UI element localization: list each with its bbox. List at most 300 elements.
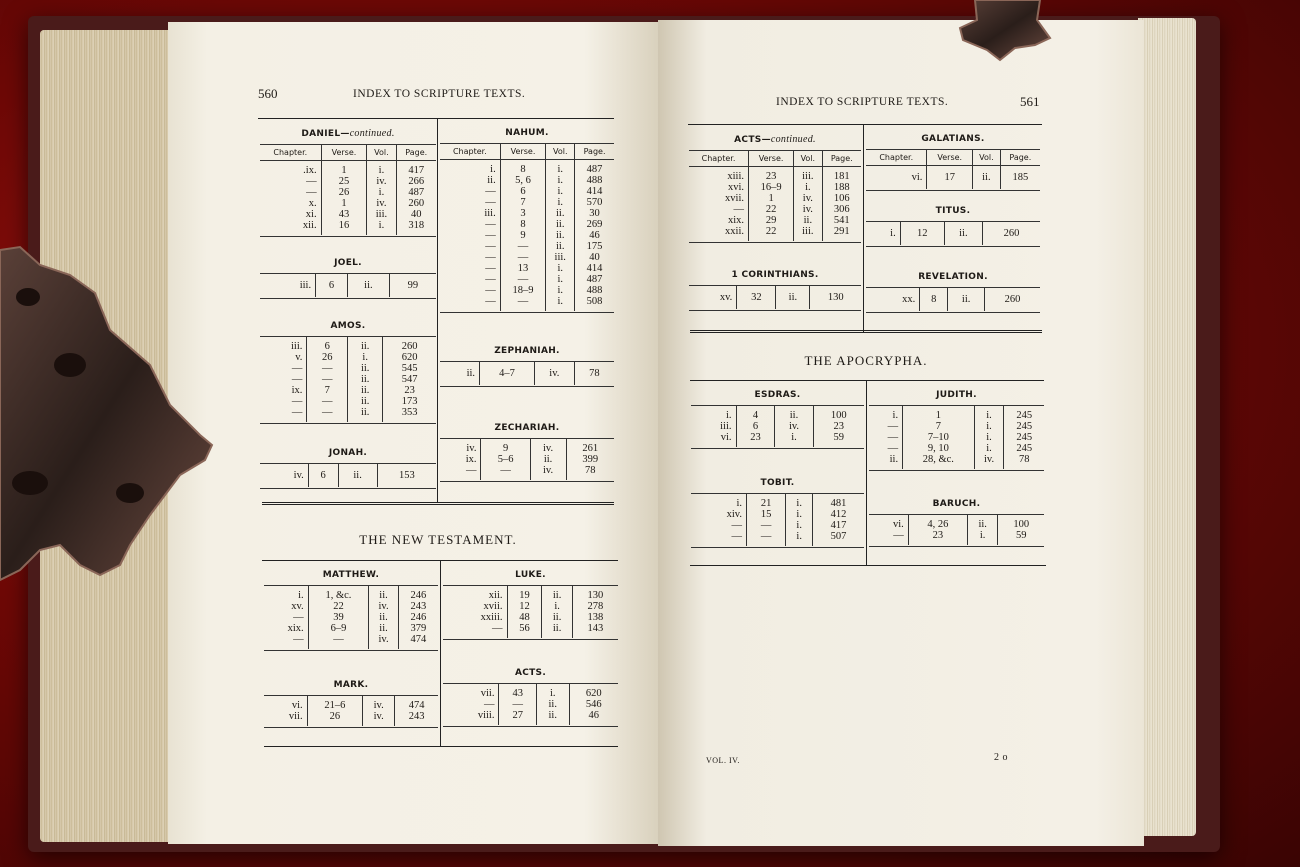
table-row <box>869 406 1044 421</box>
verse-cell: 23 <box>749 167 794 183</box>
volume-cell: ii. <box>369 586 399 601</box>
amos-section <box>260 315 436 425</box>
table-bottom-rule <box>869 546 1044 548</box>
volume-cell: i. <box>546 296 575 311</box>
table-row <box>443 612 618 623</box>
table-row <box>869 515 1044 530</box>
verse-cell: 26 <box>321 187 367 198</box>
volume-cell: ii. <box>776 286 810 309</box>
chapter-cell: ii. <box>889 454 899 465</box>
section-title: MATTHEW. <box>322 570 380 580</box>
verse-cell: — <box>307 396 348 407</box>
page-cell: 541 <box>822 215 861 226</box>
rule <box>264 746 618 747</box>
page-cell: 246 <box>398 586 438 601</box>
verse-cell: 7–10 <box>903 432 975 443</box>
verse-cell: 5–6 <box>481 454 530 465</box>
verse-cell: — <box>307 374 348 385</box>
column-header: Chapter. <box>260 145 321 161</box>
volume-cell: i. <box>542 601 572 612</box>
page-cell: 474 <box>395 696 438 711</box>
table-row <box>691 432 864 447</box>
verse-cell: 4, 26 <box>908 515 967 530</box>
table-bottom-rule <box>866 246 1040 248</box>
verse-cell: — <box>499 699 536 710</box>
table-row <box>691 531 864 546</box>
verse-cell: 7 <box>903 421 975 432</box>
column-header: Verse. <box>749 151 794 167</box>
verse-cell: 3 <box>500 208 546 219</box>
verse-cell: 22 <box>308 601 369 612</box>
joel-section <box>260 252 436 300</box>
verse-cell: 6 <box>316 274 348 297</box>
left-page <box>168 22 658 844</box>
volume-cell: iv. <box>534 362 574 385</box>
verse-cell: 6 <box>736 421 775 432</box>
running-header-left: INDEX TO SCRIPTURE TEXTS. <box>353 88 526 100</box>
chapter-cell: vi. <box>911 172 923 183</box>
table-bottom-rule <box>866 190 1040 192</box>
table-row <box>440 296 614 311</box>
verse-cell: 1 <box>749 193 794 204</box>
verse-cell: — <box>307 407 348 422</box>
section-title: AMOS. <box>330 321 366 331</box>
table-row <box>440 175 614 186</box>
page-cell: 59 <box>998 530 1044 545</box>
page-cell: 59 <box>813 432 864 447</box>
page-cell: 23 <box>813 421 864 432</box>
volume-cell: i. <box>367 187 396 198</box>
chapter-cell: — <box>293 634 304 645</box>
page-cell: 46 <box>575 230 614 241</box>
chapter-cell: — <box>887 421 899 432</box>
page-cell: 318 <box>396 220 436 235</box>
page-cell: 153 <box>377 464 436 487</box>
verse-cell: 6–9 <box>308 623 369 634</box>
page-cell: 291 <box>822 226 861 241</box>
page-cell: 143 <box>572 623 618 638</box>
volume-cell: i. <box>367 220 396 235</box>
chapter-cell: — <box>465 465 477 476</box>
table-bottom-rule <box>260 488 436 490</box>
verse-cell: — <box>500 252 546 263</box>
page-cell: 417 <box>813 520 864 531</box>
table-bottom-rule <box>866 312 1040 314</box>
page-cell: 100 <box>813 406 864 421</box>
chapter-cell: — <box>485 197 496 208</box>
chapter-cell: — <box>485 285 496 296</box>
table-row <box>260 464 436 487</box>
table-bottom-rule <box>691 547 864 549</box>
table-row <box>866 166 1040 190</box>
verse-cell: 26 <box>307 352 348 363</box>
chapter-cell: i. <box>490 164 496 175</box>
page-cell: 23 <box>383 385 436 396</box>
baruch-section <box>869 493 1044 548</box>
column-header: Vol. <box>367 145 396 161</box>
table-row <box>691 509 864 520</box>
luke-section <box>443 564 618 641</box>
verse-cell: 7 <box>307 385 348 396</box>
table-row <box>440 197 614 208</box>
section-title: TITUS. <box>935 206 971 216</box>
column-header: Vol. <box>973 150 1001 166</box>
page-cell: 417 <box>396 161 436 177</box>
page-cell: 508 <box>575 296 614 311</box>
page-cell: 269 <box>575 219 614 230</box>
table-row <box>440 230 614 241</box>
volume-cell: i. <box>546 175 575 186</box>
page-cell: 130 <box>572 586 618 601</box>
column-divider <box>866 380 867 566</box>
volume-cell: i. <box>974 443 1004 454</box>
verse-cell: 8 <box>920 288 948 311</box>
volume-cell: i. <box>546 160 575 176</box>
page-cell: 246 <box>398 612 438 623</box>
page-cell: 412 <box>813 509 864 520</box>
table-row <box>440 465 614 480</box>
index-table <box>869 514 1044 545</box>
table-row <box>264 711 438 726</box>
section-title: MARK. <box>333 680 369 690</box>
chapter-cell: i. <box>298 590 304 601</box>
chapter-cell: — <box>485 252 496 263</box>
chapter-cell: vii. <box>480 688 495 699</box>
volume-cell: ii. <box>347 274 389 297</box>
page-cell: 243 <box>395 711 438 726</box>
verse-cell: 16–9 <box>749 182 794 193</box>
table-row <box>264 634 438 649</box>
volume-cell: iii. <box>367 209 396 220</box>
page-cell: 243 <box>398 601 438 612</box>
table-bottom-rule <box>443 726 618 728</box>
volume-cell: ii. <box>348 337 383 352</box>
volume-cell: iv. <box>369 601 399 612</box>
chapter-cell: xix. <box>727 215 745 226</box>
chapter-cell: ii. <box>487 175 496 186</box>
table-bottom-rule <box>440 386 614 388</box>
volume-cell: ii. <box>542 612 572 623</box>
esdras-section <box>691 384 864 450</box>
verse-cell: 21 <box>747 494 786 509</box>
table-row <box>866 288 1040 311</box>
index-table <box>264 585 438 649</box>
table-bottom-rule <box>869 470 1044 472</box>
column-header: Page. <box>1000 150 1040 166</box>
volume-cell: ii. <box>348 396 383 407</box>
verse-cell: 8 <box>500 219 546 230</box>
verse-cell: — <box>307 363 348 374</box>
verse-cell: — <box>500 241 546 252</box>
verse-cell: 17 <box>927 166 973 190</box>
page-cell: 260 <box>982 222 1040 245</box>
table-row <box>260 407 436 422</box>
table-row <box>440 439 614 454</box>
corinthians-section <box>689 264 861 312</box>
index-table <box>443 683 618 725</box>
column-header: Vol. <box>546 144 575 160</box>
matthew-section <box>264 564 438 652</box>
page-cell: 474 <box>398 634 438 649</box>
chapter-cell: iii. <box>299 280 312 291</box>
volume-cell: iv. <box>794 204 822 215</box>
page-cell: 379 <box>398 623 438 634</box>
verse-cell: 32 <box>737 286 776 309</box>
page-cell: 260 <box>396 198 436 209</box>
volume-cell: i. <box>794 182 822 193</box>
section-title: BARUCH. <box>932 499 981 509</box>
verse-cell: 22 <box>749 204 794 215</box>
chapter-cell: — <box>731 520 742 531</box>
column-divider <box>440 560 441 746</box>
table-row <box>869 530 1044 545</box>
volume-cell: ii. <box>794 215 822 226</box>
page-cell: 278 <box>572 601 618 612</box>
page-number-right: 561 <box>1020 94 1040 109</box>
footer-volume: VOL. IV. <box>706 756 740 765</box>
verse-cell: 29 <box>749 215 794 226</box>
chapter-cell: — <box>485 274 496 285</box>
table-row <box>260 374 436 385</box>
verse-cell: 56 <box>507 623 542 638</box>
verse-cell: — <box>747 520 786 531</box>
page-number-left: 560 <box>258 86 278 101</box>
table-row <box>691 421 864 432</box>
volume-cell: ii. <box>546 208 575 219</box>
table-row <box>440 285 614 296</box>
verse-cell: 28, &c. <box>903 454 975 469</box>
column-header: Chapter. <box>440 144 500 160</box>
verse-cell: 4–7 <box>480 362 535 385</box>
section-title: LUKE. <box>515 570 546 580</box>
chapter-cell: — <box>492 623 503 634</box>
chapter-cell: xx. <box>902 294 916 305</box>
table-row <box>264 612 438 623</box>
section-title: DANIEL—continued. <box>301 128 395 139</box>
table-row <box>264 696 438 711</box>
column-header: Verse. <box>500 144 546 160</box>
volume-cell: ii. <box>348 363 383 374</box>
table-row <box>260 198 436 209</box>
column-header: Page. <box>396 145 436 161</box>
volume-cell: i. <box>348 352 383 363</box>
chapter-cell: i. <box>736 498 742 509</box>
table-row <box>260 176 436 187</box>
table-row <box>443 710 618 725</box>
page-cell: 399 <box>566 454 614 465</box>
table-row <box>264 586 438 601</box>
volume-cell: ii. <box>348 385 383 396</box>
rule <box>690 380 1044 381</box>
chapter-cell: — <box>485 241 496 252</box>
verse-cell: 6 <box>307 337 348 352</box>
volume-cell: iii. <box>546 252 575 263</box>
verse-cell: 6 <box>500 186 546 197</box>
chapter-cell: xiv. <box>726 509 742 520</box>
table-row <box>691 494 864 509</box>
apocrypha-heading: THE APOCRYPHA. <box>804 353 928 368</box>
chapter-cell: vii. <box>288 711 303 722</box>
page-cell: 266 <box>396 176 436 187</box>
index-table <box>264 695 438 726</box>
volume-cell: i. <box>367 161 396 177</box>
verse-cell: 12 <box>900 222 944 245</box>
jonah-section <box>260 442 436 490</box>
page-cell: 245 <box>1004 421 1044 432</box>
chapter-cell: — <box>291 396 303 407</box>
volume-cell: i. <box>546 186 575 197</box>
volume-cell: iii. <box>794 226 822 241</box>
table-row <box>440 160 614 176</box>
page-cell: 245 <box>1004 406 1044 421</box>
verse-cell: 4 <box>736 406 775 421</box>
verse-cell: 13 <box>500 263 546 274</box>
verse-cell: 7 <box>500 197 546 208</box>
volume-cell: ii. <box>775 406 813 421</box>
chapter-cell: xiii. <box>727 171 745 182</box>
new-testament-heading: THE NEW TESTAMENT. <box>359 532 517 547</box>
chapter-cell: xvi. <box>727 182 745 193</box>
table-bottom-rule <box>260 423 436 425</box>
volume-cell: ii. <box>973 166 1001 190</box>
page-cell: 78 <box>574 362 614 385</box>
index-table <box>866 149 1040 189</box>
verse-cell: 12 <box>507 601 542 612</box>
chapter-cell: — <box>485 296 496 307</box>
page-cell: 487 <box>575 274 614 285</box>
volume-cell: iv. <box>530 439 566 454</box>
table-row <box>691 520 864 531</box>
volume-cell: ii. <box>967 515 998 530</box>
table-row <box>869 454 1044 469</box>
table-row <box>869 432 1044 443</box>
page-cell: 545 <box>383 363 436 374</box>
chapter-cell: xxiii. <box>480 612 503 623</box>
table-row <box>869 443 1044 454</box>
verse-cell: 1, &c. <box>308 586 369 601</box>
volume-cell: iv. <box>363 711 395 726</box>
chapter-cell: vi. <box>720 432 732 443</box>
page-cell: 261 <box>566 439 614 454</box>
chapter-cell: ix. <box>291 385 303 396</box>
table-row <box>440 219 614 230</box>
page-cell: 46 <box>569 710 618 725</box>
table-row <box>264 623 438 634</box>
table-row <box>440 454 614 465</box>
page-cell: 175 <box>575 241 614 252</box>
table-row <box>689 182 861 193</box>
table-row <box>260 352 436 363</box>
index-table <box>260 144 436 235</box>
page-cell: 620 <box>383 352 436 363</box>
chapter-cell: iii. <box>291 341 303 352</box>
section-title: ZECHARIAH. <box>494 423 560 433</box>
page-cell: 185 <box>1000 166 1040 190</box>
page-cell: 138 <box>572 612 618 623</box>
page-cell: 306 <box>822 204 861 215</box>
revelation-section <box>866 266 1040 314</box>
section-title: NAHUM. <box>505 128 549 138</box>
page-cell: 245 <box>1004 432 1044 443</box>
page-cell: 99 <box>389 274 436 297</box>
section-title: TOBIT. <box>760 478 795 488</box>
table-row <box>260 385 436 396</box>
volume-cell: i. <box>974 432 1004 443</box>
rule <box>690 565 1046 566</box>
page-cell: 30 <box>575 208 614 219</box>
chapter-cell: iii. <box>720 421 732 432</box>
page-cell: 620 <box>569 684 618 699</box>
verse-cell: 23 <box>736 432 775 447</box>
chapter-cell: — <box>733 204 745 215</box>
column-header: Page. <box>822 151 861 167</box>
volume-cell: i. <box>546 263 575 274</box>
volume-cell: i. <box>967 530 998 545</box>
column-header: Chapter. <box>866 150 927 166</box>
column-divider <box>437 118 438 502</box>
table-row <box>260 161 436 177</box>
chapter-cell: xv. <box>719 292 733 303</box>
chapter-cell: i. <box>725 410 732 421</box>
volume-cell: ii. <box>948 288 985 311</box>
page-cell: 488 <box>575 285 614 296</box>
volume-cell: i. <box>974 421 1004 432</box>
table-row <box>443 684 618 699</box>
page-cell: 130 <box>810 286 861 309</box>
index-table <box>689 150 861 241</box>
verse-cell: 27 <box>499 710 536 725</box>
judith-section <box>869 384 1044 472</box>
chapter-cell: i. <box>892 410 899 421</box>
section-title: ACTS. <box>514 668 547 678</box>
metal-clasp-top <box>955 0 1055 62</box>
verse-cell: 18–9 <box>500 285 546 296</box>
verse-cell: 23 <box>908 530 967 545</box>
page-cell: 245 <box>1004 443 1044 454</box>
volume-cell: ii. <box>944 222 982 245</box>
table-row <box>264 601 438 612</box>
chapter-cell: — <box>485 186 496 197</box>
table-row <box>691 406 864 421</box>
page-cell: 547 <box>383 374 436 385</box>
table-row <box>443 623 618 638</box>
table-row <box>443 586 618 601</box>
chapter-cell: xvii. <box>725 193 745 204</box>
verse-cell: 8 <box>500 160 546 176</box>
volume-cell: i. <box>546 274 575 285</box>
page-cell: 100 <box>998 515 1044 530</box>
page-cell: 414 <box>575 186 614 197</box>
index-table <box>440 361 614 385</box>
chapter-cell: xii. <box>302 220 317 231</box>
column-header: Page. <box>575 144 614 160</box>
volume-cell: iv. <box>794 193 822 204</box>
index-table <box>260 463 436 487</box>
page-cell: 40 <box>396 209 436 220</box>
table-row <box>260 396 436 407</box>
rule <box>262 502 614 505</box>
chapter-cell: — <box>887 443 899 454</box>
chapter-cell: iii. <box>484 208 496 219</box>
table-row <box>440 186 614 197</box>
volume-cell: iv. <box>530 465 566 480</box>
page-cell: 40 <box>575 252 614 263</box>
volume-cell: i. <box>974 406 1004 421</box>
table-bottom-rule <box>440 312 614 314</box>
index-table <box>443 585 618 638</box>
zechariah-section <box>440 417 614 483</box>
mark-section <box>264 674 438 729</box>
